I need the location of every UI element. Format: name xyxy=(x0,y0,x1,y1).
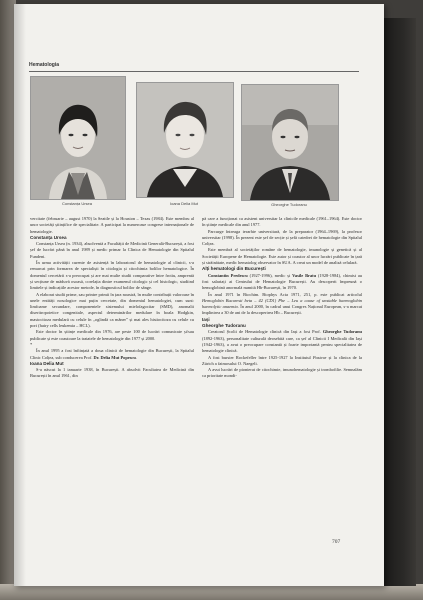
paragraph: Este membră al societăților române de hematologie, imunologie și genetică și al Societății Europene de Hematologie. Este autor și coautor al unor lucrări publicate în țară și străinătate, medic hematolog observator în SUA. A creat un model de analiză celulară. xyxy=(202,247,362,266)
caption-mut: Ioana Delia Mut xyxy=(169,201,198,206)
paragraph: Constanța Ursea (n. 1934), absolventă a Facultății de Medicină Generală-București, a fost șef de lucrări până în anul 1989 și medic primar la Clinica de Hematologie din Spitalul Fundeni. xyxy=(30,241,194,259)
section-heading-tudoranu: Gheorghe Tudoranu xyxy=(202,323,246,329)
paragraph: pă care a funcționat ca asistent universitar la clinicile medicale (1961–1964). Este doctor în științe medicale din anul 1977. xyxy=(202,216,362,228)
text-run: În anul 1971 în Biochim. Biophys Acta 1971, 251, p. este publicat articolul xyxy=(208,291,362,297)
paragraph: vercitate (februarie – august 1970) la Seattle și la Houston – Texas (1984). Este membru al unor societăți științifice de specialitate. A participat la numeroase congrese internaționale de hematologie. xyxy=(30,216,194,234)
page-number: 707 xyxy=(332,539,341,545)
paragraph: Parcurge întreaga ierarhie universitară, de la preparator (1964–1969), la profesor universitar (1998). În prezent este șef de secție și șefă catedrei de hematologie din Spitalul Colțea. xyxy=(202,228,362,247)
text-column-left xyxy=(30,216,194,380)
paragraph: În urma activității curente de asistență în laboratorul de hematologie al clinicii, s-a remarcat prin formarea de specialiști în citologia și citochimia bolilor hematologice. În domeniul cercetării s-a preocupat și are mai multe studii comparative între frotiu, amprentă și secțiune de măduvă osoasă, corelația dintre examenul citologic și cel histologic, studiind limitele și indicațiile acestor metode, în diagnosticul bolilor de sânge. xyxy=(30,260,194,291)
portrait-tudoranu-image xyxy=(242,85,338,200)
caption-ursea: Constanța Ursea xyxy=(61,201,92,206)
text-run: (1927-1996), medic și xyxy=(247,272,293,278)
text-run: . xyxy=(135,354,137,360)
institute-name: Pasteur xyxy=(312,354,327,360)
paragraph xyxy=(202,292,362,317)
portrait-mut-image xyxy=(137,83,233,197)
portrait-ursea-image xyxy=(31,77,125,199)
paragraph: A avut lucrări de pionierat de citochimie, imunohematologie și trombofilie. Semnalăm ca prioritate mondi- xyxy=(202,367,362,379)
portrait-photo-ursea xyxy=(30,76,126,200)
separator-asterisk: * xyxy=(30,341,33,347)
person-name: Vasile Bratu xyxy=(292,272,317,278)
paragraph xyxy=(202,355,362,368)
book-page xyxy=(14,4,384,586)
text-run: și la clinica de la Zürich a faimosului O. Naegeli. xyxy=(202,354,362,366)
running-header: Hematologia xyxy=(29,62,60,68)
section-heading-iasi: Iași xyxy=(202,316,210,322)
paragraph xyxy=(202,273,362,292)
section-heading-mut: Ioana Delia Mut xyxy=(30,360,64,366)
section-heading-other-hematologists: Alți hematologi din București xyxy=(202,266,266,272)
article-title: Hemoglobin Bucuresti beta – 42 (CD1) Phe – Leu a cause of unstable haemoglobin haemolytic anaemia xyxy=(202,297,362,310)
paragraph: S-a născut la 1 ianuarie 1938, în București. A absolvit Facultatea de Medicină din București în anul 1961, din xyxy=(30,367,194,379)
portrait-photo-tudoranu xyxy=(241,84,339,201)
header-rule xyxy=(29,71,359,72)
person-name: Constantin Predescu xyxy=(208,272,248,278)
paragraph: Este doctor în științe medicale din 1976, are peste 100 de lucrări comunicate și/sau publicate și este coautoare la tratatele de hematologie din 1977 și 2000. xyxy=(30,329,194,341)
text-run: . În anul 2000, în cadrul unui Congres Național European, s-a marcat împlinirea a 30 de ani de la descoperirea Hb – București. xyxy=(202,304,362,316)
person-name: Gheorghe Tudoranu xyxy=(322,329,362,335)
text-run: A fost bursier Rockefeller între 1925-1927 la Institutul xyxy=(208,354,313,360)
text-column-right xyxy=(202,216,362,380)
paragraph xyxy=(30,348,194,361)
table-surface-bottom xyxy=(0,584,423,600)
text-run: În anul 1995 a fost înființată a doua clinică de hematologie din București, la Spitalul Clinic Colțea, sub conducerea Prof. xyxy=(30,348,194,360)
person-name: Dr. Delia Mut Popescu xyxy=(93,354,136,360)
text-run: (1928-1984), chimist au fost salariați ai Centrului de Hematologie București. Au descoperit împreună o hemoglobină anormală numită Hb-București, în 1970. xyxy=(202,272,362,291)
paragraph xyxy=(202,329,362,354)
caption-tudoranu: Gheorghe Tudoranu xyxy=(271,202,307,207)
book-cover-edge xyxy=(384,18,416,586)
portrait-photo-mut xyxy=(136,82,234,198)
text-run: Creatorul Școlii de Hematologie clinică din Iași a fost Prof. xyxy=(208,329,323,335)
text-run: (1892-1963), personalitate culturală deosebită care, ca șef al Clinicii I Medicală din Iași (1942-1963), a avut o preocupare constantă și foarte importantă pentru specialitatea de hematologie clinică. xyxy=(202,335,362,354)
paragraph: A elaborat studii prime, sau printre primii în țara noastră, în multe contribuții valoroase în unele entități nosologice mai puțin cercetate, din domeniul hematologiei, cum sunt: limfoame secundare, componentele sistemului mielofagocitar (SMD), anomalii diseritropoietice congenitale, aspectul determinărilor medulare în boala Hodgkin, mastocitoza medulară cu celule în „oglindă ca mâner” și mai ales histiocitoza cu celule cu pori (hairy cells leukemia – HCL). xyxy=(30,291,194,329)
page-gutter-shadow xyxy=(14,4,26,586)
section-heading-ursea: Constanța Ursea xyxy=(30,234,67,240)
